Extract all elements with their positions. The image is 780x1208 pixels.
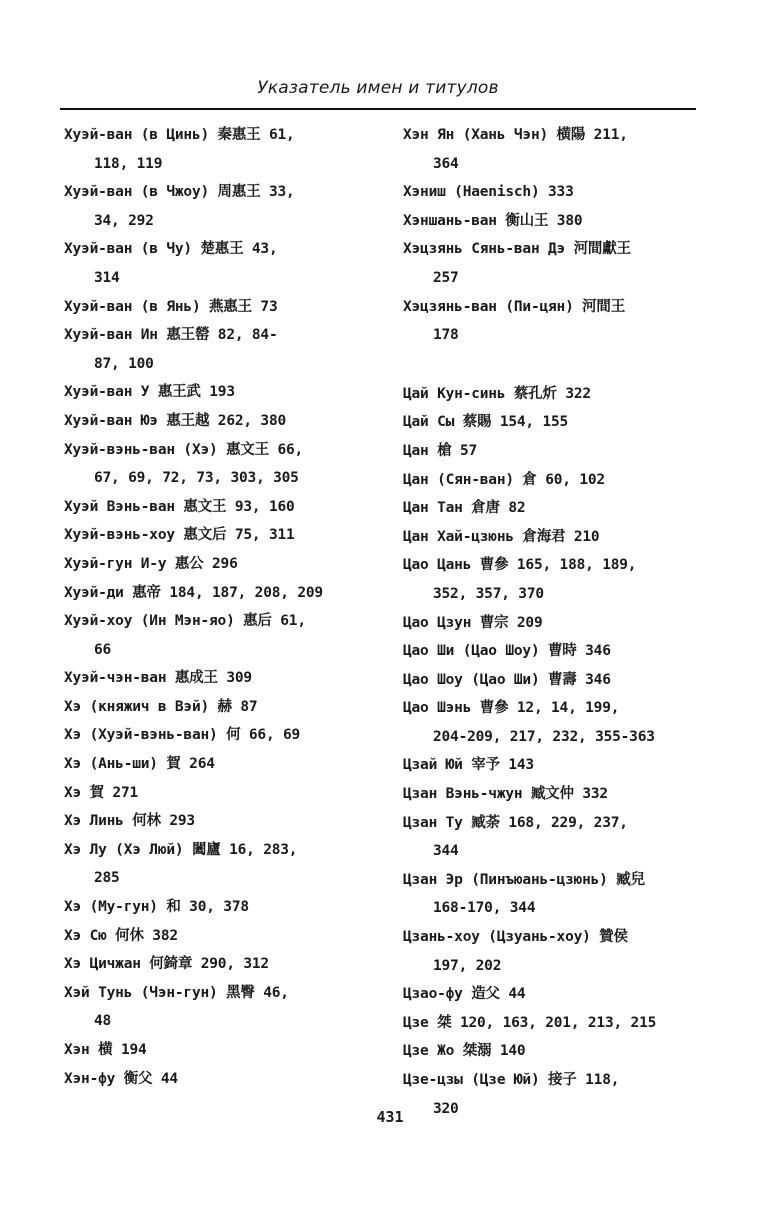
index-entry: Хэншань-ван 衡山王 380	[403, 212, 583, 229]
index-entry: Хэцзянь-ван (Пи-цян) 河間王	[403, 298, 626, 315]
index-entry: Хэ (Хуэй-вэнь-ван) 何 66, 69	[64, 727, 301, 744]
index-entry-continuation: 66	[94, 641, 112, 658]
index-entry-continuation: 257	[433, 269, 459, 286]
index-entry: Цзань-хоу (Цзуань-хоу) 贊侯	[403, 929, 628, 946]
index-entry: Хэй Тунь (Чэн-гун) 黑臀 46,	[64, 984, 289, 1001]
index-entry-continuation: 204-209, 217, 232, 355-363	[433, 728, 655, 745]
index-entry-continuation: 118, 119	[94, 155, 163, 172]
section-gap	[403, 350, 723, 380]
index-entry: Хэ Линь 何林 293	[64, 813, 195, 830]
index-entry: Цао Цзун 曹宗 209	[403, 614, 543, 631]
index-entry: Цан (Сян-ван) 倉 60, 102	[403, 471, 605, 488]
index-entry: Цзай Юй 宰予 143	[403, 757, 534, 774]
index-entry: Хуэй-ван (в Цинь) 秦惠王 61,	[64, 127, 295, 143]
index-entry: Хэцзянь Сянь-ван Дэ 河間獻王	[403, 241, 631, 258]
index-entry: Хуэй-ван (в Чу) 楚惠王 43,	[64, 241, 278, 258]
index-entry: Цао Ши (Цао Шоу) 曹時 346	[403, 643, 611, 660]
index-entry: Цай Кун-синь 蔡孔炘 322	[403, 385, 591, 402]
index-entry: Хуэй Вэнь-ван 惠文王 93, 160	[64, 498, 295, 515]
index-entry: Хэн-фу 衡父 44	[64, 1070, 178, 1087]
index-entry: Цзе Жо 桀溺 140	[403, 1043, 526, 1060]
index-entry: Цзан Эр (Пинъюань-цзюнь) 臧兒	[403, 871, 645, 888]
index-column-left	[64, 121, 404, 1093]
index-entry: Цзе 桀 120, 163, 201, 213, 215	[403, 1014, 657, 1031]
index-entry: Хэ Лу (Хэ Люй) 闔廬 16, 283,	[64, 841, 298, 858]
index-entry: Хуэй-ван (в Чжоу) 周惠王 33,	[64, 184, 295, 201]
index-entry: Цан Хай-цзюнь 倉海君 210	[403, 528, 600, 545]
index-entry: Хэ 賀 271	[64, 784, 139, 801]
index-entry-continuation: 352, 357, 370	[433, 585, 544, 602]
index-entry: Хуэй-чэн-ван 惠成王 309	[64, 670, 252, 687]
index-entry-continuation: 178	[433, 327, 459, 344]
index-column-right	[403, 121, 723, 1123]
index-entry: Хэниш (Haenisch) 333	[403, 184, 574, 201]
index-entry: Хуэй-гун И-у 惠公 296	[64, 555, 238, 572]
index-entry: Цао Цань 曹參 165, 188, 189,	[403, 557, 637, 574]
index-entry: Цзан Ту 臧荼 168, 229, 237,	[403, 814, 628, 831]
index-entry: Цан Тан 倉唐 82	[403, 500, 526, 517]
index-entry: Хуэй-ван (в Янь) 燕惠王 73	[64, 298, 278, 315]
index-entry: Хуэй-вэнь-ван (Хэ) 惠文王 66,	[64, 441, 304, 458]
index-entry: Хуэй-вэнь-хоу 惠文后 75, 311	[64, 527, 295, 544]
page-number: 431	[376, 1108, 404, 1126]
index-entry: Хуэй-ван Ин 惠王罃 82, 84-	[64, 327, 278, 344]
index-entry: Хуэй-хоу (Ин Мэн-яо) 惠后 61,	[64, 613, 306, 630]
index-entry-continuation: 48	[94, 1013, 112, 1030]
index-entry: Хэ Сю 何休 382	[64, 927, 178, 944]
index-entry-continuation: 87, 100	[94, 355, 154, 372]
index-entry: Хэ (Му-гун) 和 30, 378	[64, 899, 249, 916]
index-entry-continuation: 197, 202	[433, 957, 502, 974]
index-entry: Хуэй-ван У 惠王武 193	[64, 384, 235, 401]
index-entry-continuation: 314	[94, 269, 120, 286]
index-entry: Хуэй-ван Юэ 惠王越 262, 380	[64, 412, 287, 429]
index-entry: Цзе-цзы (Цзе Юй) 接子 118,	[403, 1072, 620, 1088]
index-entry-continuation: 67, 69, 72, 73, 303, 305	[94, 470, 299, 487]
running-header-title: Указатель имен и титулов	[257, 78, 499, 98]
running-header	[60, 72, 696, 110]
index-entry-continuation: 364	[433, 155, 459, 172]
index-entry: Хэ (Ань-ши) 賀 264	[64, 756, 215, 773]
index-entry: Цай Сы 蔡賜 154, 155	[403, 414, 569, 431]
index-entry: Цан 槍 57	[403, 442, 478, 459]
index-entry: Хэ Цичжан 何錡章 290, 312	[64, 956, 269, 973]
index-entry: Хэн 横 194	[64, 1042, 147, 1058]
index-entry-continuation: 320	[433, 1100, 459, 1117]
index-entry-continuation: 285	[94, 870, 120, 887]
index-entry: Хэ (княжич в Вэй) 赫 87	[64, 698, 258, 715]
index-entry: Хэн Ян (Хань Чэн) 横陽 211,	[403, 127, 628, 143]
index-entry-continuation: 34, 292	[94, 212, 154, 229]
index-entry: Цао Шэнь 曹參 12, 14, 199,	[403, 700, 620, 717]
index-entry: Цзао-фу 造父 44	[403, 986, 526, 1003]
index-entry: Хуэй-ди 惠帝 184, 187, 208, 209	[64, 584, 323, 601]
index-entry-continuation: 168-170, 344	[433, 900, 536, 917]
index-entry-continuation: 344	[433, 843, 459, 860]
index-entry: Цзан Вэнь-чжун 臧文仲 332	[403, 786, 608, 803]
index-entry: Цао Шоу (Цао Ши) 曹壽 346	[403, 671, 611, 688]
